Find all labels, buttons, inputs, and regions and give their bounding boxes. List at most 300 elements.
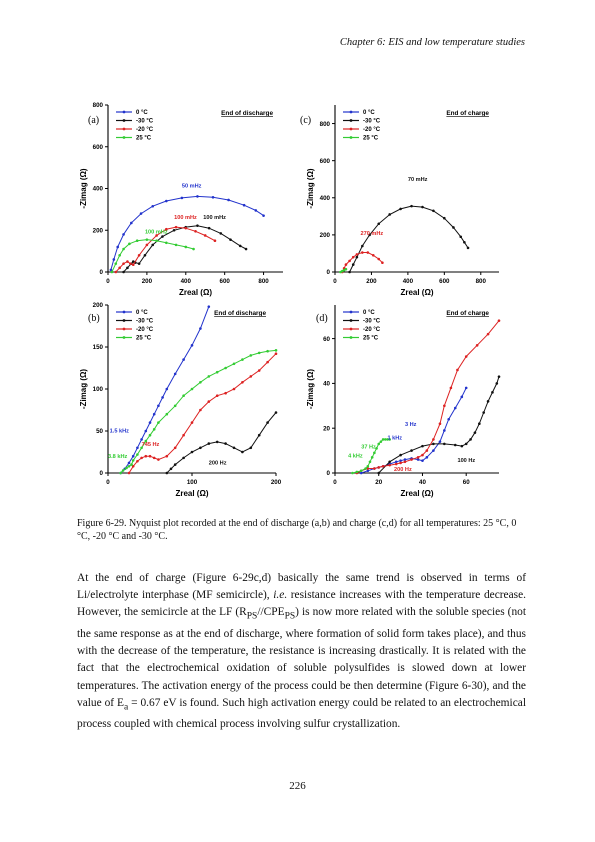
legend-entry: -30 °C [363,118,381,125]
data-point [196,195,199,198]
y-axis-label: -Zimag (Ω) [79,368,88,410]
legend-marker [123,336,126,339]
data-point [125,467,128,470]
data-point [155,239,158,242]
data-point [174,373,177,376]
x-tick-label: 800 [475,278,486,285]
x-tick-label: 0 [333,479,337,486]
data-point [452,226,455,229]
data-point [367,465,370,468]
data-point [153,457,156,460]
data-point [130,222,133,225]
x-tick-label: 100 [186,479,198,486]
data-point [454,407,457,410]
data-point [194,230,197,233]
legend-marker [350,111,353,114]
data-point [145,455,148,458]
data-point [153,413,156,416]
data-point [266,350,269,353]
legend-entry: 25 °C [136,135,152,142]
data-point [421,454,424,457]
data-point [170,468,173,471]
legend-marker [123,128,126,131]
data-point [161,235,164,238]
legend-marker [350,336,353,339]
y-axis-label: -Zimag (Ω) [306,368,315,410]
data-point [351,472,354,475]
data-point [216,371,219,374]
data-point [114,262,117,265]
data-point [132,459,135,462]
condition-title: End of charge [446,110,489,117]
data-point [151,244,154,247]
legend-marker [123,136,126,139]
data-point [208,305,211,308]
data-point [166,413,169,416]
data-point [174,405,177,408]
y-tick-label: 150 [92,344,103,352]
data-point [258,369,261,372]
condition-title: End of charge [446,310,489,317]
data-point [381,261,384,264]
data-point [361,251,364,254]
data-point [149,455,152,458]
data-point [161,396,164,399]
data-point [241,381,244,384]
data-point [426,449,429,452]
y-tick-label: 60 [323,335,330,343]
data-point [208,375,211,378]
y-tick-label: 100 [92,386,103,394]
data-point [219,232,222,235]
data-point [181,197,184,200]
data-point [498,375,501,378]
data-point [113,258,116,261]
x-axis-label: Zreal (Ω) [400,288,434,297]
data-point [369,461,372,464]
data-point [250,354,253,357]
x-tick-label: 400 [402,278,414,285]
data-point [348,271,351,274]
data-point [122,233,125,236]
data-point [377,443,380,446]
data-point [229,238,232,241]
data-point [469,438,472,441]
nyquist-panel-4 [306,305,500,498]
data-point [145,430,148,433]
data-point [266,361,269,364]
data-point [373,467,376,470]
y-tick-label: 200 [92,227,103,235]
data-point [345,263,348,266]
data-point [118,267,121,270]
data-point [149,421,152,424]
data-point [214,239,217,242]
text-run: = 0.67 eV is found. Such high activation energy could be related to an electrochemical process coupled with chemical process involving sulfur crystallization. [77,696,526,731]
data-point [360,469,363,472]
data-point [126,267,129,270]
data-point [382,465,385,468]
figure-caption: Figure 6-29. Nyquist plot recorded at the end of discharge (a,b) and charge (c,d) for all temperatures: 25 °C, 0 °C, -20 °C and -30 °C. [77,518,517,542]
legend-entry: -30 °C [136,318,154,325]
legend-marker [123,319,126,322]
y-tick-label: 600 [92,143,103,151]
nyquist-panel-2 [79,302,282,498]
data-point [345,268,348,271]
series-line [111,196,264,270]
data-point [474,431,477,434]
nyquist-panel-3 [300,105,499,297]
data-point [243,204,246,207]
data-point [254,209,257,212]
data-point [136,460,139,463]
data-point [250,447,253,450]
data-point [404,458,407,461]
data-point [439,440,442,443]
data-point [461,445,464,448]
frequency-annotation: 100 mHz [174,214,197,221]
nyquist-panel-1 [79,102,283,297]
data-point [166,455,169,458]
series-line [350,206,468,272]
data-point [140,212,143,215]
data-point [432,449,435,452]
data-point [421,459,424,462]
legend-marker [123,119,126,122]
data-point [157,421,160,424]
text-run: resistance increases with the temperature decrease. However, the semicircle at the LF (R [77,589,526,619]
data-point [395,461,398,464]
y-tick-label: 50 [96,428,103,436]
subscript: PS [246,611,258,622]
legend-marker [350,119,353,122]
data-point [465,387,468,390]
legend-marker [123,111,126,114]
data-point [191,344,194,347]
data-point [487,400,490,403]
data-point [132,263,135,266]
data-point [233,388,236,391]
data-point [450,387,453,390]
data-point [128,472,131,475]
panel-label: (c) [300,115,312,126]
x-tick-label: 60 [462,479,470,486]
data-point [463,241,466,244]
data-point [275,352,278,355]
data-point [399,459,402,462]
x-tick-label: 200 [366,278,377,285]
data-point [465,443,468,446]
data-point [136,447,139,450]
data-point [352,263,355,266]
y-tick-label: 40 [323,380,330,388]
frequency-annotation: 100 Hz [457,457,476,464]
data-point [174,447,177,450]
data-point [128,243,131,246]
x-axis-label: Zreal (Ω) [400,489,434,498]
data-point [130,463,133,466]
y-tick-label: 0 [326,470,330,478]
x-tick-label: 0 [333,278,337,285]
x-tick-label: 200 [270,479,282,486]
data-point [233,447,236,450]
y-tick-label: 0 [99,269,103,277]
subscript: a [123,701,129,712]
data-point [182,434,185,437]
data-point [498,319,501,322]
legend-marker [350,319,353,322]
data-point [199,381,202,384]
data-point [250,375,253,378]
series-line [121,307,209,473]
legend-marker [123,311,126,314]
data-point [432,443,435,446]
data-point [356,253,359,256]
frequency-annotation: 270 mHz [360,230,384,237]
data-point [182,394,185,397]
data-point [443,429,446,432]
data-point [208,442,211,445]
body-text [77,570,526,733]
data-point [487,333,490,336]
data-point [426,456,429,459]
data-point [241,358,244,361]
x-axis-label: Zreal (Ω) [175,489,209,498]
data-point [146,238,149,241]
y-axis-label: -Zimag (Ω) [306,168,315,209]
data-point [122,469,125,472]
data-point [361,245,364,248]
y-tick-label: 600 [319,157,330,165]
data-point [404,461,407,464]
data-point [129,262,132,265]
frequency-annotation: 50 mHz [181,183,202,190]
data-point [116,246,119,249]
data-point [144,254,147,257]
data-point [371,456,374,459]
data-point [367,251,370,254]
x-tick-label: 40 [419,479,426,486]
data-point [199,447,202,450]
frequency-annotation: 3 Hz [404,421,417,428]
frequency-annotation: 70 mHz [407,177,428,184]
legend-entry: 25 °C [136,335,152,342]
data-point [224,392,227,395]
x-tick-label: 0 [106,278,110,285]
data-point [128,465,131,468]
data-point [417,456,420,459]
frequency-annotation: 200 Hz [208,460,227,467]
y-tick-label: 20 [323,425,330,433]
y-tick-label: 400 [319,194,330,202]
frequency-annotation: 37 Hz [361,444,376,451]
data-point [367,469,370,472]
data-point [461,396,464,399]
data-point [122,262,125,265]
data-point [467,247,470,250]
data-point [174,463,177,466]
data-point [364,467,367,470]
data-point [227,199,230,202]
x-axis-label: Zreal (Ω) [178,288,213,297]
data-point [175,244,178,247]
data-point [216,441,219,444]
data-point [388,213,391,216]
frequency-annotation: 4 kHz [348,453,363,460]
data-point [410,449,413,452]
data-point [377,258,380,261]
frequency-annotation: 745 Hz [141,442,160,449]
legend-entry: -20 °C [136,127,154,133]
data-point [241,451,244,454]
data-point [360,472,363,475]
data-point [245,248,248,251]
data-point [153,428,156,431]
data-point [146,244,149,247]
data-point [275,349,278,352]
legend-entry: 0 °C [363,110,375,116]
data-point [377,472,380,475]
series-line [124,226,247,272]
legend-entry: 0 °C [363,310,375,316]
legend-entry: -20 °C [136,327,154,333]
frequency-annotation: 3.8 kHz [108,453,128,460]
data-point [496,382,499,385]
data-point [118,254,121,257]
data-point [166,388,169,391]
data-point [491,391,494,394]
data-point [356,256,359,259]
data-point [122,271,125,274]
data-point [208,227,211,230]
x-tick-label: 400 [180,278,191,285]
panel-label: (a) [88,115,100,126]
data-point [465,355,468,358]
data-point [443,443,446,446]
data-point [165,200,168,203]
data-point [192,248,195,251]
legend-entry: 0 °C [136,310,148,316]
frequency-annotation: 1 kHz [387,435,403,442]
condition-title: End of discharge [221,110,273,117]
data-point [417,458,420,461]
data-point [157,458,160,461]
data-point [258,434,261,437]
data-point [204,234,207,237]
data-point [388,464,391,467]
legend-marker [350,128,353,131]
data-point [157,405,160,408]
data-point [182,358,185,361]
series-line [129,354,276,473]
data-point [421,445,424,448]
frequency-annotation: 100 mHz [203,214,226,221]
data-point [136,453,139,456]
data-point [111,271,114,274]
legend-marker [350,328,353,331]
data-point [138,254,141,257]
data-point [454,444,457,447]
data-point [212,196,215,199]
data-point [191,451,194,454]
data-point [151,205,154,208]
text-run-italic: i.e. [273,589,288,602]
y-axis-label: -Zimag (Ω) [79,168,88,209]
legend-marker [350,311,353,314]
data-point [373,452,376,455]
chapter-header: Chapter 6: EIS and low temperature studies [339,37,525,48]
paragraph [77,570,526,733]
x-tick-label: 600 [219,278,230,285]
data-point [165,241,168,244]
data-point [184,246,187,249]
data-point [119,472,122,475]
data-point [478,422,481,425]
data-point [138,262,141,265]
legend-entry: -20 °C [363,127,381,133]
data-point [224,367,227,370]
data-point [372,254,375,257]
data-point [395,463,398,466]
data-point [410,205,413,208]
data-point [166,472,169,475]
y-tick-label: 800 [319,120,330,128]
data-point [275,411,278,414]
data-point [439,422,442,425]
data-point [149,434,152,437]
data-point [399,454,402,457]
data-point [208,400,211,403]
data-point [266,421,269,424]
data-point [432,438,435,441]
legend-entry: 25 °C [363,335,379,342]
data-point [262,214,265,217]
x-tick-label: 0 [106,479,110,486]
data-point [432,209,435,212]
data-point [191,388,194,391]
legend-entry: -30 °C [363,318,381,325]
data-point [136,239,139,242]
data-point [348,260,351,263]
y-tick-label: 200 [92,302,103,310]
frequency-annotation: 200 Hz [394,466,412,473]
legend-marker [350,136,353,139]
data-point [199,409,202,412]
frequency-annotation: 1.5 kHz [109,428,129,435]
data-point [140,438,143,441]
data-point [173,229,176,232]
series-line [361,388,466,473]
data-point [443,217,446,220]
subscript: PS [284,611,296,622]
data-point [447,418,450,421]
data-point [122,248,125,251]
frequency-annotation: 100 mHz [144,229,168,236]
text-run: ) is now more related with the soluble species (not the same response as at the end of discharge, where formation of solid form takes place), and thus with the decrease of the temperature, the resistance is increasing drastically. It is related with the fact that the electrochemical oxidation of soluble polysulfides is slowed down at lower temperatures. The activation energy of the process could be then determine (Figure 6-30), and the value of E [77,606,526,709]
condition-title: End of discharge [214,310,266,317]
data-point [140,457,143,460]
data-point [377,222,380,225]
page-number: 226 [289,780,306,792]
data-point [377,466,380,469]
series-line [342,253,382,273]
data-point [410,458,413,461]
data-point [482,411,485,414]
data-point [128,462,131,465]
data-point [258,352,261,355]
panel-label: (b) [88,313,100,324]
data-point [199,327,202,330]
